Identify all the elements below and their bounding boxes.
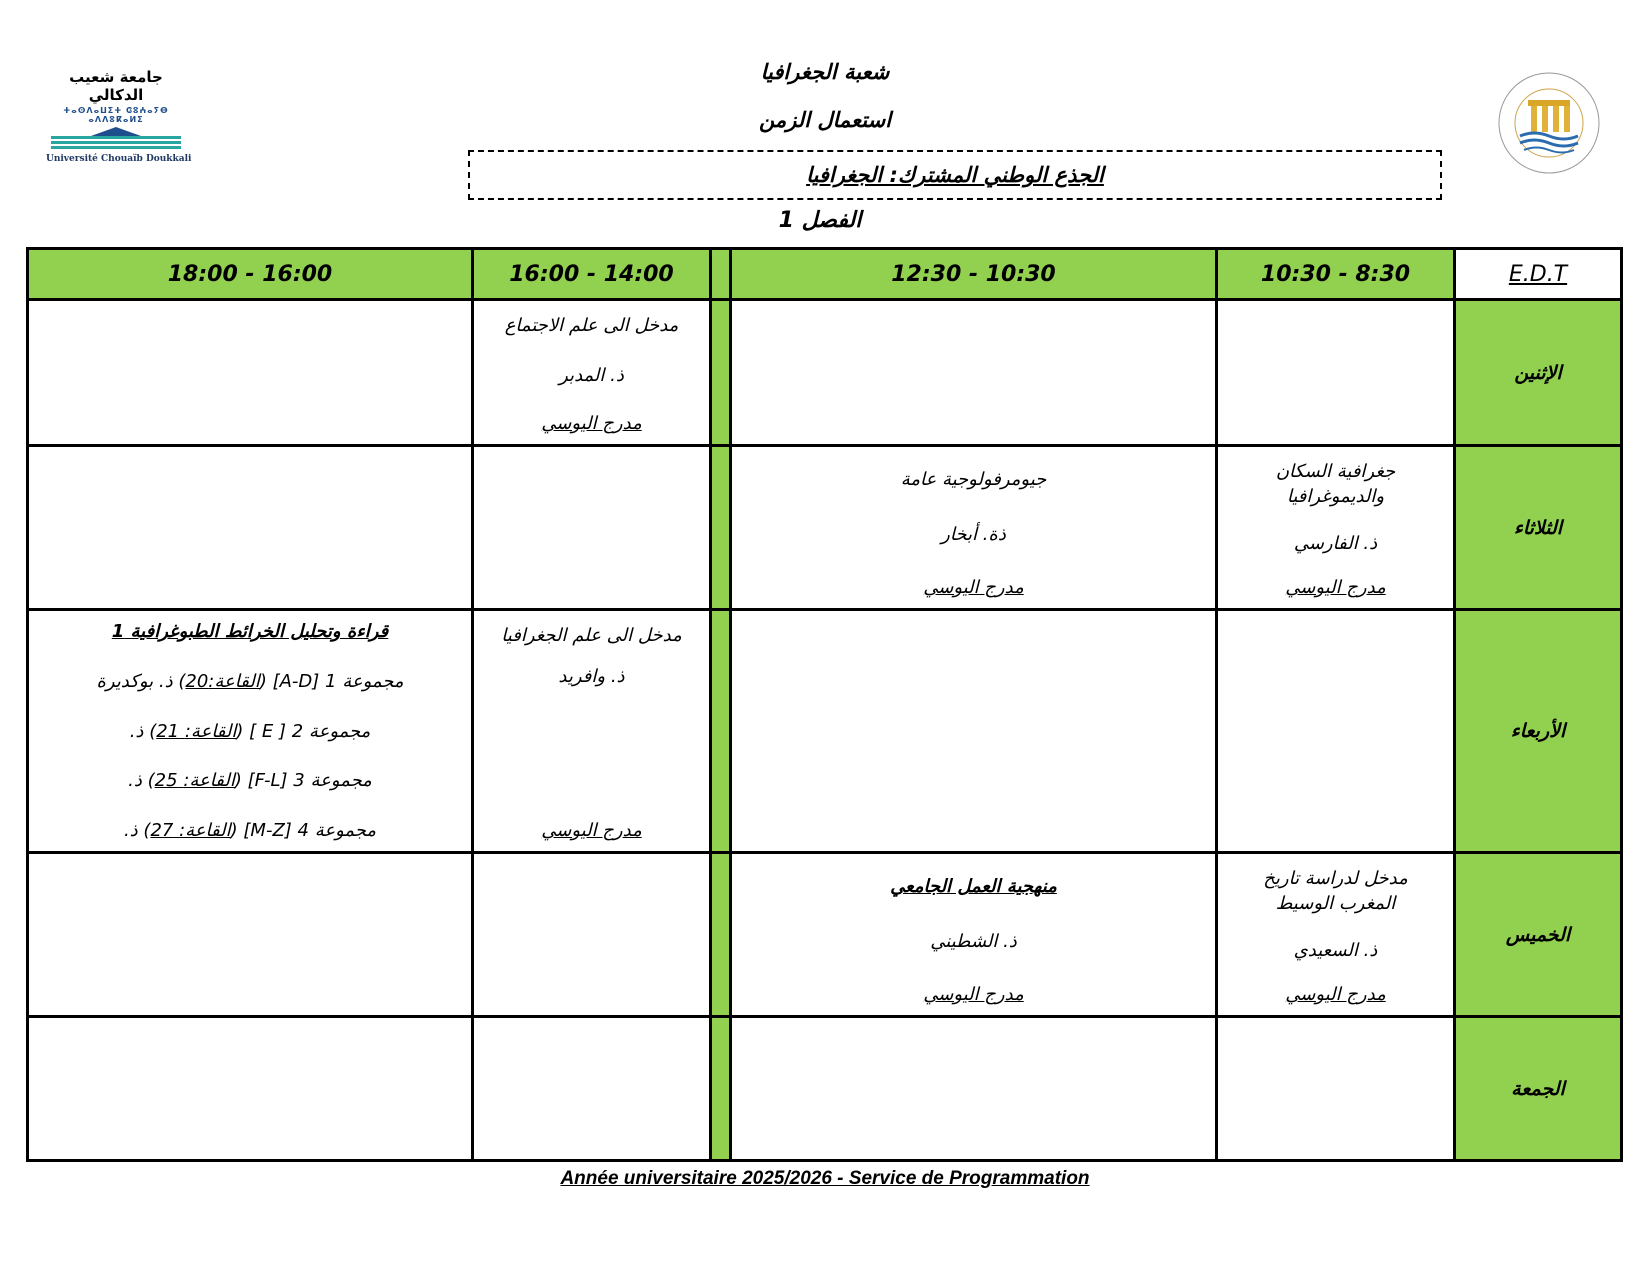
professor-name: ذ. بوكديرة	[96, 670, 173, 692]
group-label: مجموعة 4 [M-Z]	[243, 820, 377, 841]
professor-name: ذ.	[128, 770, 142, 792]
faculty-logo	[1484, 68, 1614, 178]
professor-name: ذة. أبخار	[941, 524, 1006, 546]
lunch-separator	[711, 446, 731, 610]
room-number: 20	[185, 670, 209, 692]
empty-cell	[473, 1017, 711, 1161]
group-line: مجموعة 2 [ E ] (القاعة: 21) ذ.	[129, 720, 371, 742]
day-label: الأربعاء	[1455, 610, 1622, 853]
course-name: جيومرفولوجية عامة	[900, 469, 1047, 490]
empty-cell	[28, 853, 473, 1017]
room-number: 21	[156, 720, 180, 742]
semester-label: الفصل 1	[778, 208, 862, 233]
course-name: مدخل الى علم الجغرافيا	[501, 625, 682, 646]
day-row-wednesday	[28, 610, 1622, 853]
course-cell	[731, 446, 1217, 610]
room-label: القاعة:	[183, 770, 235, 792]
slot-header: 12:30 - 10:30	[731, 249, 1217, 300]
room-label: القاعة:	[179, 820, 231, 841]
footer-note: Année universitaire 2025/2026 - Service de Programmation	[560, 1168, 1090, 1189]
room-label: القاعة:	[184, 720, 237, 742]
room-name: مدرج اليوسي	[541, 820, 642, 841]
university-name-ar: جامعة شعيب الدكالي	[69, 68, 163, 104]
course-name: منهجية العمل الجامعي	[890, 876, 1057, 897]
professor-name: ذ. الشطيني	[930, 931, 1017, 953]
track-box	[468, 150, 1442, 200]
day-label: الإثنين	[1455, 300, 1622, 446]
university-name-tifinagh: ⵜⴰⵙⴷⴰⵡⵉⵜ ⵛⵓⵄⴰⵢⴱ ⴰⴷⴷⵓⴽⴰⵍⵉ	[63, 106, 169, 124]
lunch-separator	[711, 300, 731, 446]
empty-cell	[28, 1017, 473, 1161]
day-row-monday	[28, 300, 1622, 446]
lunch-separator	[711, 853, 731, 1017]
group-label: مجموعة 2 [ E ]	[249, 720, 371, 742]
course-name: مدخل الى علم الاجتماع	[504, 315, 679, 336]
empty-cell	[731, 1017, 1217, 1161]
empty-cell	[28, 446, 473, 610]
empty-cell	[731, 610, 1217, 853]
timetable	[26, 247, 1620, 1159]
course-cell	[473, 610, 711, 853]
empty-cell	[28, 300, 473, 446]
course-name: مدخل لدراسة تاريخ المغرب الوسيط	[1263, 868, 1408, 915]
group-label: مجموعة 1 [A-D]	[272, 670, 404, 692]
professor-name: ذ.	[129, 720, 144, 742]
slot-header: 10:30 - 8:30	[1217, 249, 1455, 300]
lunch-separator	[711, 1017, 731, 1161]
professor-name: ذ.	[123, 820, 138, 841]
group-line: مجموعة 3 [F-L] (القاعة: 25) ذ.	[128, 770, 372, 792]
course-cell	[1217, 853, 1455, 1017]
day-label: الجمعة	[1455, 1017, 1622, 1161]
course-name: قراءة وتحليل الخرائط الطبوغرافية 1	[111, 621, 389, 642]
day-row-friday	[28, 1017, 1622, 1161]
course-cell	[731, 853, 1217, 1017]
professor-name: ذ. الفارسي	[1293, 532, 1378, 554]
header-row	[28, 249, 1622, 300]
course-name: جغرافية السكان والديموغرافيا	[1275, 461, 1396, 508]
slot-header: 18:00 - 16:00	[28, 249, 473, 300]
empty-cell	[1217, 1017, 1455, 1161]
empty-cell	[473, 446, 711, 610]
timetable-table	[26, 247, 1623, 1162]
course-cell	[473, 300, 711, 446]
day-row-thursday	[28, 853, 1622, 1017]
empty-cell	[1217, 300, 1455, 446]
room-name: مدرج اليوسي	[923, 577, 1024, 598]
track-title: الجذع الوطني المشترك: الجغرافيا	[806, 163, 1104, 187]
room-name: مدرج اليوسي	[1285, 984, 1386, 1005]
department-title: شعبة الجغرافيا	[760, 60, 890, 84]
empty-cell	[473, 853, 711, 1017]
room-number: 27	[150, 820, 174, 841]
room-name: مدرج اليوسي	[1285, 577, 1386, 598]
edt-corner: E.D.T	[1455, 249, 1622, 300]
empty-cell	[1217, 610, 1455, 853]
group-line: مجموعة 1 [A-D] (القاعة:20) ذ. بوكديرة	[96, 670, 404, 692]
group-line: مجموعة 4 [M-Z] (القاعة: 27) ذ.	[123, 820, 377, 841]
room-label: القاعة:	[208, 670, 260, 692]
lunch-separator	[711, 610, 731, 853]
professor-name: ذ. السعيدي	[1293, 939, 1378, 961]
room-number: 25	[154, 770, 178, 792]
day-label: الخميس	[1455, 853, 1622, 1017]
slot-header: 16:00 - 14:00	[473, 249, 711, 300]
course-cell	[1217, 446, 1455, 610]
university-name-fr: Université Chouaïb Doukkali	[46, 154, 192, 164]
schedule-subtitle: استعمال الزمن	[758, 108, 892, 132]
professor-name: ذ. وافريد	[558, 666, 625, 688]
professor-name: ذ. المدبر	[559, 365, 624, 387]
university-logo	[46, 68, 192, 164]
day-row-tuesday	[28, 446, 1622, 610]
group-course-cell	[28, 610, 473, 853]
faculty-seal-icon	[1484, 68, 1614, 178]
group-label: مجموعة 3 [F-L]	[247, 770, 372, 792]
lunch-separator	[711, 249, 731, 300]
room-name: مدرج اليوسي	[923, 984, 1024, 1005]
empty-cell	[731, 300, 1217, 446]
day-label: الثلاثاء	[1455, 446, 1622, 610]
room-name: مدرج اليوسي	[541, 413, 642, 434]
university-emblem-icon	[51, 126, 181, 152]
